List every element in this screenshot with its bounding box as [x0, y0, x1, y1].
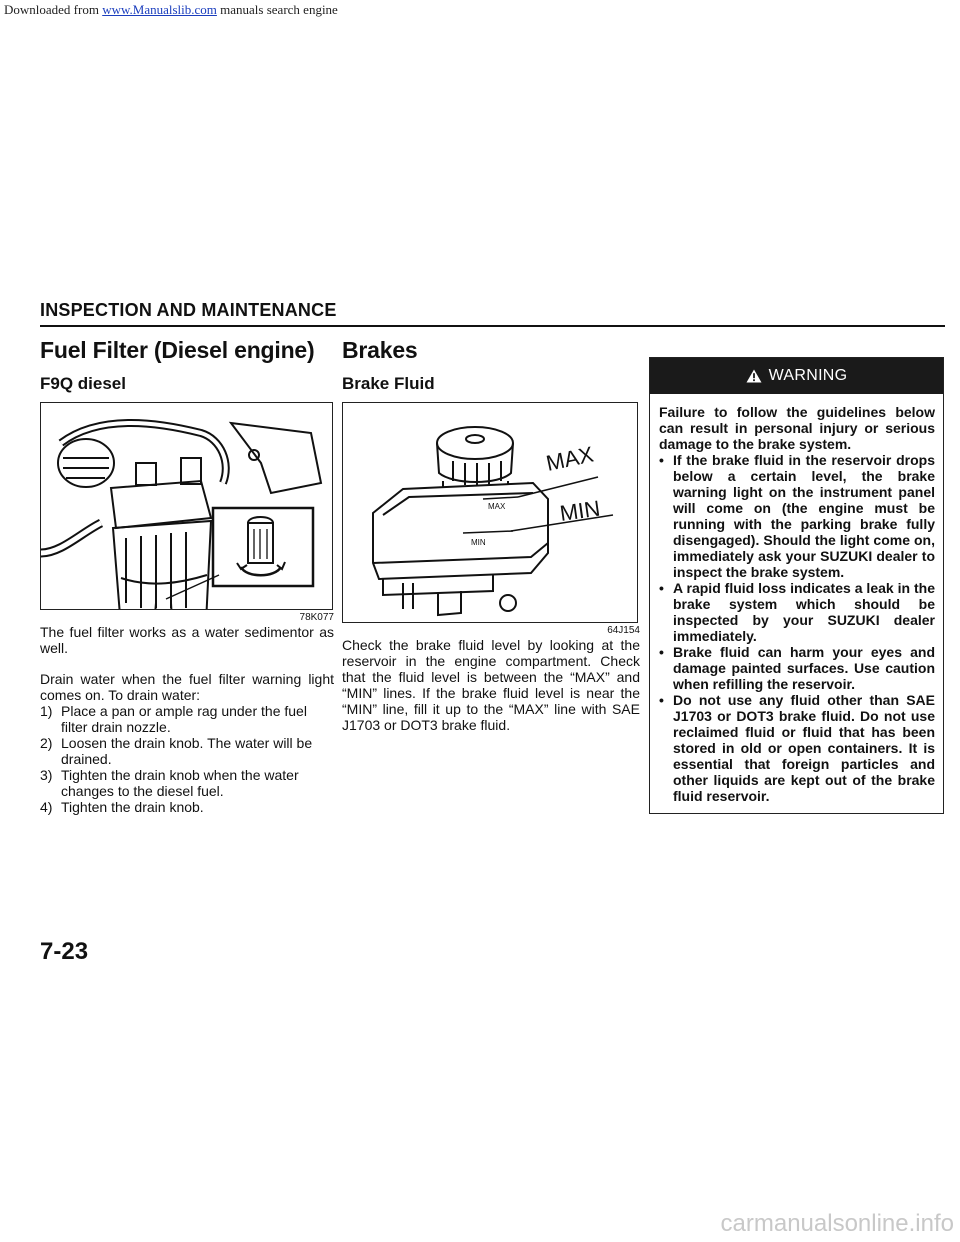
fuel-filter-column	[40, 336, 334, 815]
max-label: MAX	[543, 441, 596, 476]
warning-bullet	[659, 580, 935, 644]
step-number: 3)	[40, 767, 53, 783]
step-number: 4)	[40, 799, 53, 815]
warning-bullet	[659, 692, 935, 804]
brakes-title: Brakes	[342, 337, 418, 363]
brake-figure-code: 64J154	[607, 625, 640, 636]
min-label: MIN	[558, 495, 602, 526]
bullet-mark: •	[659, 644, 664, 660]
bullet-text: Brake fluid can harm your eyes and damage painted surfaces. Use caution when refilling the reservoir.	[673, 644, 935, 692]
fuel-filter-drawing	[41, 403, 332, 609]
warning-title: WARNING	[768, 367, 848, 384]
drain-step	[40, 799, 334, 815]
step-number: 1)	[40, 703, 53, 719]
warning-bullet	[659, 644, 935, 692]
step-text: Loosen the drain knob. The water will be drained.	[61, 735, 313, 767]
brake-reservoir-illustration	[342, 402, 638, 623]
fuel-filter-intro: The fuel filter works as a water sedimentor as well.	[40, 624, 334, 656]
download-prefix: Downloaded from	[4, 2, 99, 17]
warning-intro: Failure to follow the guidelines below can result in personal injury or serious damage to the brake system.	[659, 404, 935, 452]
drain-intro: Drain water when the fuel filter warning light comes on. To drain water:	[40, 671, 334, 703]
header-rule	[40, 325, 945, 327]
step-number: 2)	[40, 735, 53, 751]
step-text: Tighten the drain knob when the water changes to the diesel fuel.	[61, 767, 299, 799]
warning-bullet-list	[659, 452, 935, 804]
bullet-mark: •	[659, 692, 664, 708]
step-text: Tighten the drain knob.	[61, 799, 204, 815]
brake-reservoir-drawing	[343, 403, 637, 622]
brake-fluid-instructions: Check the brake fluid level by looking at the reservoir in the engine compartment. Check that the fluid level is between the “MAX” and “MIN” lines. If the brake fluid level is near the “MIN” line, fill it up to the “MAX” line with SAE J1703 or DOT3 brake fluid.	[342, 637, 640, 733]
download-suffix: manuals search engine	[220, 2, 338, 17]
warning-bullet	[659, 452, 935, 580]
bullet-mark: •	[659, 452, 664, 468]
drain-step	[40, 735, 334, 767]
tank-min-mark: MIN	[471, 538, 486, 547]
tank-max-mark: MAX	[488, 502, 506, 511]
brake-fluid-subtitle: Brake Fluid	[342, 374, 435, 393]
download-source-note	[4, 2, 338, 18]
page-number: 7-23	[40, 938, 89, 965]
manualslib-link[interactable]: www.Manualslib.com	[102, 2, 217, 17]
fuel-filter-subtitle: F9Q diesel	[40, 374, 126, 393]
drain-step	[40, 767, 334, 799]
bullet-text: Do not use any fluid other than SAE J1703 or DOT3 brake fluid. Do not use reclaimed fluid or fluid that has been stored in old or open containers. It is essential that foreign particles and other liquids are kept out of the brake fluid reservoir.	[673, 692, 935, 804]
bullet-mark: •	[659, 580, 664, 596]
drain-steps-list	[40, 703, 334, 815]
warning-box	[649, 357, 944, 814]
warning-body	[650, 394, 943, 813]
drain-step	[40, 703, 334, 735]
running-head: INSPECTION AND MAINTENANCE	[40, 300, 337, 320]
warning-column	[649, 357, 945, 814]
warning-triangle-icon	[746, 369, 762, 383]
warning-header	[650, 358, 943, 394]
site-watermark: carmanualsonline.info	[720, 1210, 954, 1237]
brakes-column	[342, 336, 640, 733]
step-text: Place a pan or ample rag under the fuel filter drain nozzle.	[61, 703, 307, 735]
bullet-text: If the brake fluid in the reservoir drops below a certain level, the brake warning light on the instrument panel will come on (the engine must be running with the parking brake fully disengaged). Should the light come on, immediately ask your SUZUKI dealer to inspect the brake system.	[673, 452, 935, 580]
fuel-filter-title: Fuel Filter (Diesel engine)	[40, 337, 315, 363]
fuel-filter-figure-code: 78K077	[299, 612, 334, 623]
fuel-filter-illustration	[40, 402, 333, 610]
bullet-text: A rapid fluid loss indicates a leak in the brake system which should be inspected by your SUZUKI dealer immediately.	[673, 580, 935, 644]
